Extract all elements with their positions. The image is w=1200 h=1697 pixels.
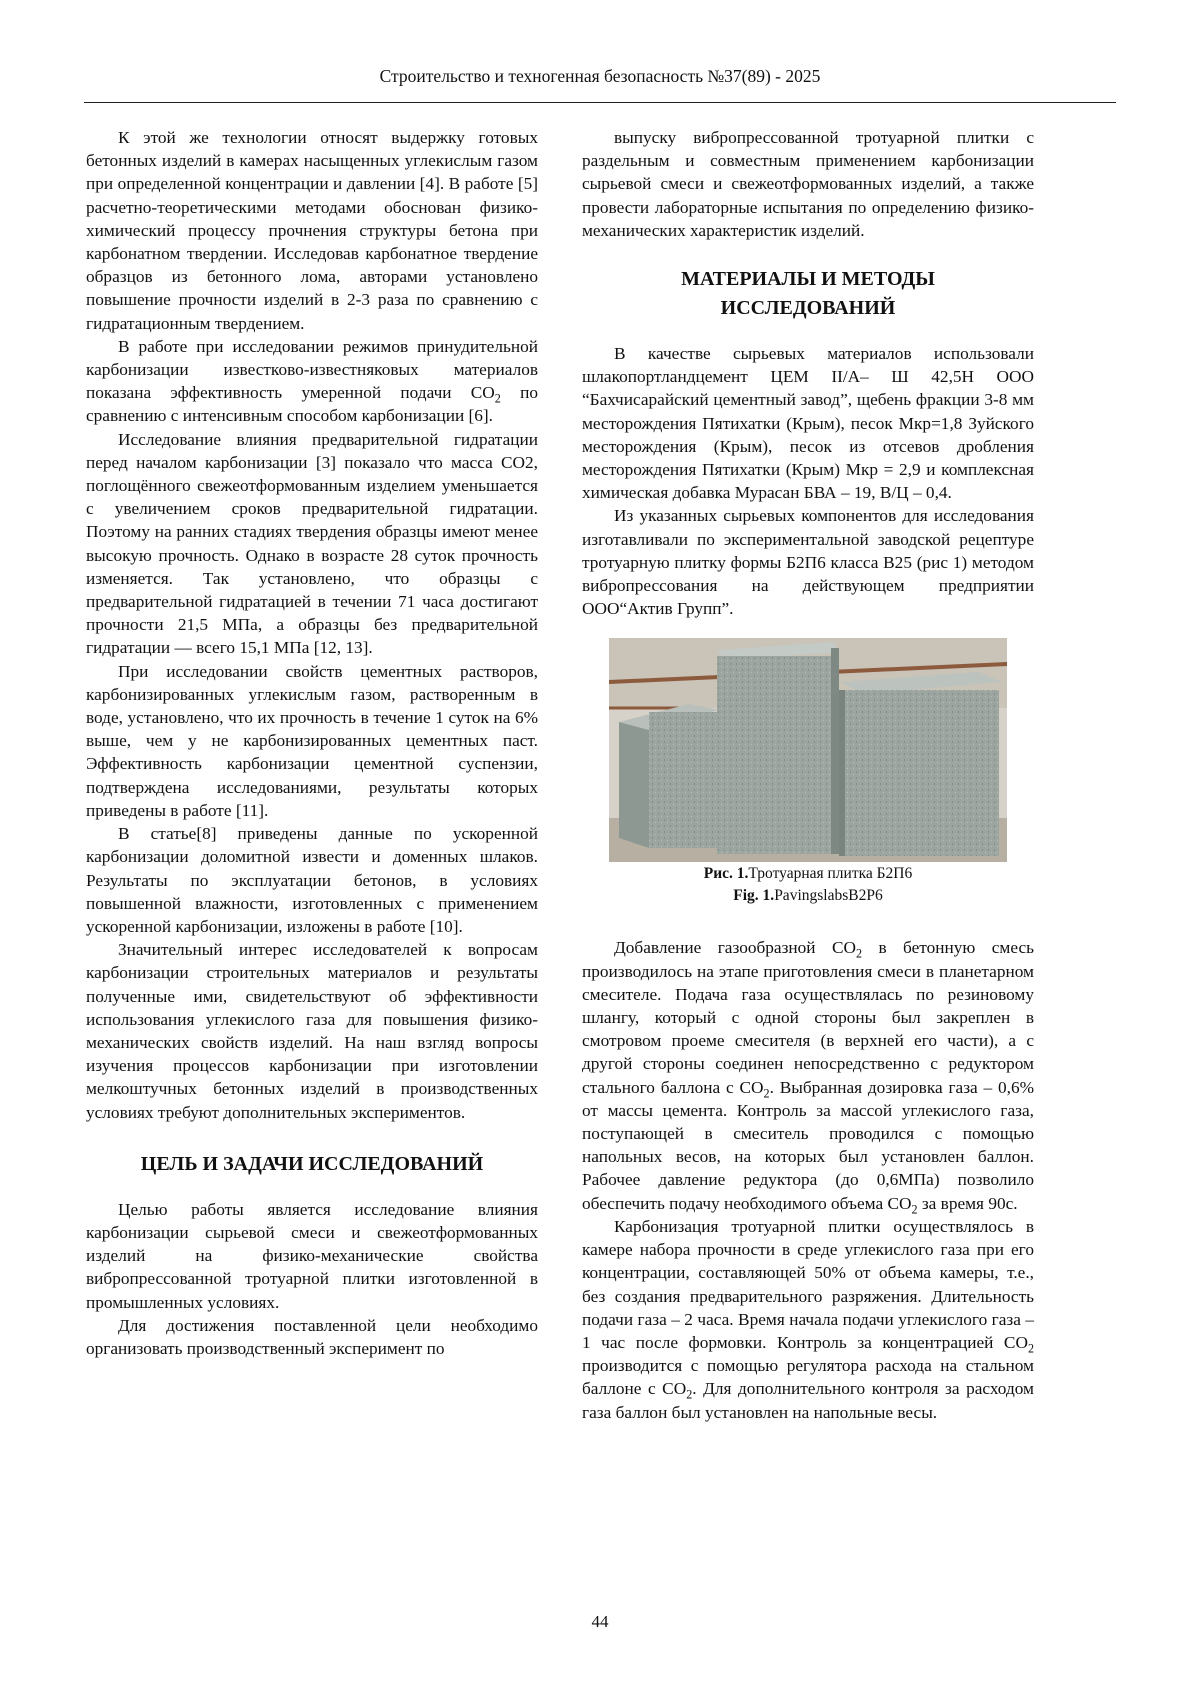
paver-tall [717,642,841,854]
figure-caption-ru: Рис. 1.Тротуарная плитка Б2П6 [703,865,913,883]
paragraph: Из указанных сырьевых компонентов для исследования изготавливали по экспериментальной заводской рецептуре тротуарную плитку формы Б2П6 класса В25 (рис 1) методом вибропрессования на действующем предприятии ООО“Актив Групп”. [582,506,1034,619]
right-column [582,126,1034,1424]
paver-small [619,704,719,848]
paragraph: Для достижения поставленной цели необходимо организовать производственный эксперимент по [86,1315,538,1358]
running-header [84,66,1116,103]
paragraph: выпуску вибропрессованной тротуарной плитки с раздельным и совместным применением карбонизации сырьевой смеси и свежеотформованных изделий, а также провести лабораторные испытания по определению физико-механических характеристик изделий. [582,128,1034,240]
paragraph: Значительный интерес исследователей к вопросам карбонизации строительных материалов и результаты полученные ими, свидетельствуют об эффективности использования углекислого газа для повышения физико-механических свойств изделий. На наш взгляд вопросы изучения процессов карбонизации при изготовлении мелкоштучных бетонных изделий в производственных условиях требуют дополнительных экспериментов. [86,940,538,1122]
paragraph: Добавление газообразной $СО_2$ в бетонную смесь производилось на этапе приготовления смеси в планетарном смесителе. Подача газа осуществлялась по резиновому шлангу, который с одной стороны был закреплен в смотровом проеме смесителя (в верхней его части), а с другой стороны соединен непосредственно с редуктором стального баллона с $СО_2$. Выбранная дозировка газа – 0,6% от массы цемента. Контроль за массой углекислого газа, поступающей в смеситель проводился с помощью напольных весов, на которых был установлен баллон. Рабочее давление редуктора (до 0,6МПа) позволило обеспечить подачу необходимого объема $СО_2$ за время 90с. [582,938,1034,1217]
paragraph: Исследование влияния предварительной гидратации перед началом карбонизации [3] показало что масса СО2, поглощённого свежеотформованным изделием уменьшается с увеличением сроков предварительной гидратации. Поэтому на ранних стадиях твердения образцы имеют менее высокую прочность. Однако в возрасте 28 суток прочность изменяется. Так установлено, что образцы с предварительной гидратацией в течении 71 часа достигают прочности 21,5 МПа, а образцы без предварительной гидратации — всего 15,1 МПа [12, 13]. [86,429,538,658]
paragraph: К этой же технологии относят выдержку готовых бетонных изделий в камерах насыщенных углекислым газом при определенной концентрации и давлении [4]. В работе [5] расчетно-теоретическими методами обоснован физико-химический процессу прочнения структуры бетона при карбонатном твердении. Исследовав карбонатное твердение образцов из бетонного лома, авторами установлено повышение прочности изделий в 2-3 раза по сравнению с гидратационным твердением. [86,128,538,333]
running-title: Строительство и техногенная безопасность №37(89) - 2025 [379,66,821,86]
figure-photo [609,638,1007,862]
paragraph: В качестве сырьевых материалов использовали шлакопортландцемент ЦЕМ II/А– Ш 42,5Н ООО “Бахчисарайский цементный завод”, щебень фракции 3-8 мм месторождения Пятихатки (Крым), песок Мкр=1,8 Зуйского месторождения (Крым), песок из отсевов дробления месторождения Пятихатки (Крым) Мкр = 2,9 и комплексная химическая добавка Мурасан БВА – 19, В/Ц – 0,4. [582,344,1034,503]
figure-caption-en: Fig. 1.PavingslabsB2P6 [733,887,883,905]
left-column [86,126,538,1360]
page-number: 44 [591,1612,609,1631]
section-heading: МАТЕРИАЛЫ И МЕТОДЫ ИССЛЕДОВАНИЙ [681,268,935,320]
paragraph: При исследовании свойств цементных растворов, карбонизированных углекислым газом, растворенным в воде, установлено, что их прочность в течение 1 суток на 6% выше, чем у не карбонизированных цементных паст. Эффективность карбонизации цементной суспензии, подтверждена исследованиями, результаты которых приведены в работе [11]. [86,661,538,820]
paragraph: В статье[8] приведены данные по ускоренной карбонизации доломитной извести и доменных шлаков. Результаты по эксплуатации бетонов, в условиях повышенной влажности, изготовленных с применением ускоренной карбонизации, изложены в работе [10]. [86,824,538,936]
paragraph: Карбонизация тротуарной плитки осуществлялось в камере набора прочности в среде углекислого газа при его концентрации, составляющей 50% от объема камеры, т.е., без создания предварительного разряжения. Длительность подачи газа – 2 часа. Время начала подачи углекислого газа – 1 час после формовки. Контроль за концентрацией $СО_2$ производится с помощью регулятора расхода на стальном баллоне с $СО_2$. Для дополнительного контроля за расходом газа баллон был установлен на напольные весы. [582,1216,1034,1422]
paragraph: Целью работы является исследование влияния карбонизации сырьевой смеси и свежеотформованных изделий на физико-механические свойства вибропрессованной тротуарной плитки изготовленной в промышленных условиях. [86,1199,538,1312]
paragraph: В работе при исследовании режимов принудительной карбонизации известково-известняковых материалов показана эффективность умеренной подачи $СО_2$ по сравнению с интенсивным способом карбонизации [6]. [86,336,538,426]
paver-wide [839,672,1001,856]
section-heading: ЦЕЛЬ И ЗАДАЧИ ИССЛЕДОВАНИЙ [140,1152,484,1175]
